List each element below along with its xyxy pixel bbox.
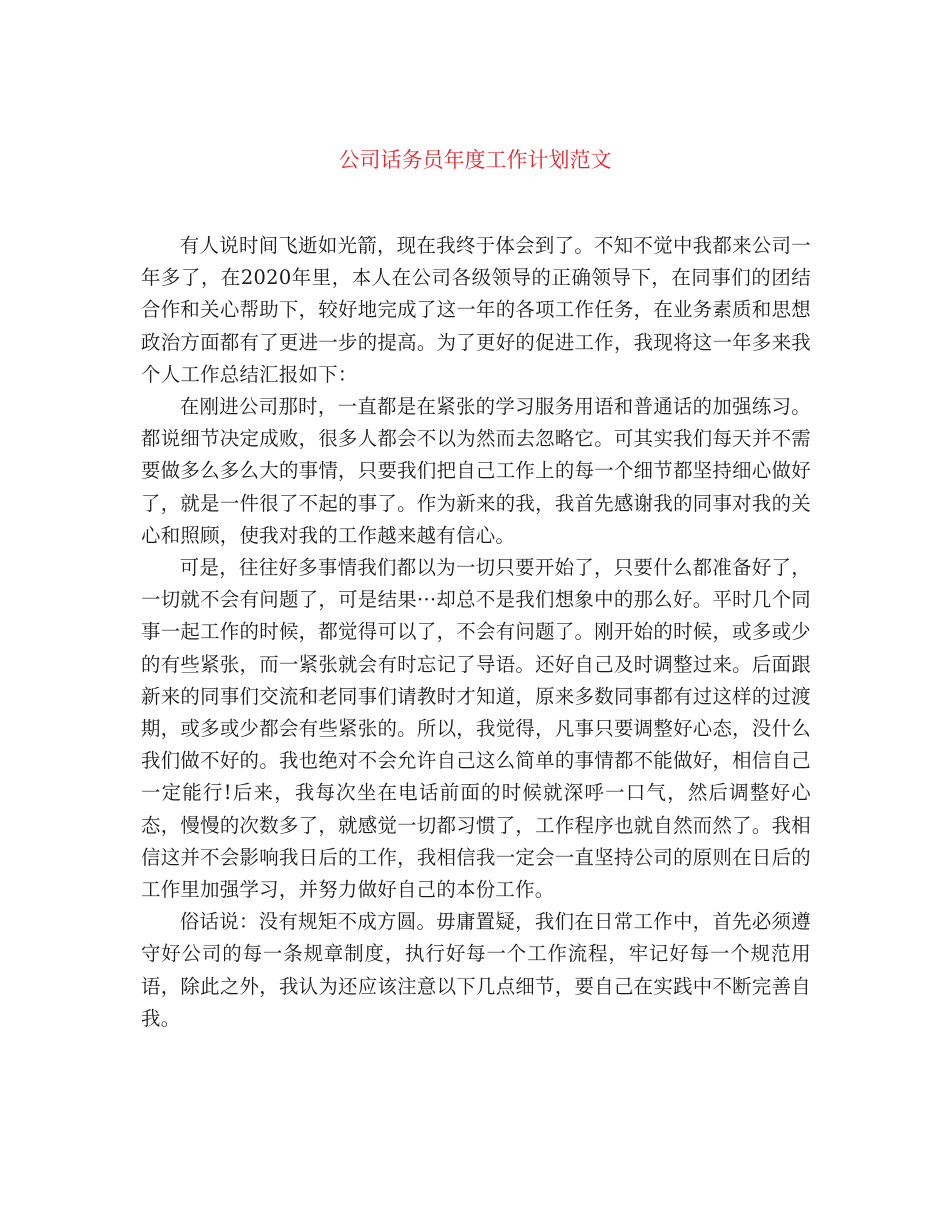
paragraph-2: 在刚进公司那时，一直都是在紧张的学习服务用语和普通话的加强练习。都说细节决定成败，很多人都会不以为然而去忽略它。可其实我们每天并不需要做多么多么大的事情，只要我们把自己工作上的每一个细节都坚持细心做好了，就是一件很了不起的事了。作为新来的我，我首先感谢我的同事对我的关心和照顾，使我对我的工作越来越有信心。 — [141, 395, 811, 547]
document-body — [141, 230, 811, 1035]
paragraph-3: 可是，往往好多事情我们都以为一切只要开始了，只要什么都准备好了，一切就不会有问题了，可是结果···却总不是我们想象中的那么好。平时几个同事一起工作的时候，都觉得可以了，不会有问题了。刚开始的时候，或多或少的有些紧张，而一紧张就会有时忘记了导语。还好自己及时调整过来。后面跟新来的同事们交流和老同事们请教时才知道，原来多数同事都有过这样的过渡期，或多或少都会有些紧张的。所以，我觉得，凡事只要调整好心态，没什么我们做不好的。我也绝对不会允许自己这么简单的事情都不能做好，相信自己一定能行!后来，我每次坐在电话前面的时候就深呼一口气，然后调整好心态，慢慢的次数多了，就感觉一切都习惯了，工作程序也就自然而然了。我相信这并不会影响我日后的工作，我相信我一定会一直坚持公司的原则在日后的工作里加强学习，并努力做好自己的本份工作。 — [141, 556, 811, 902]
paragraph-1: 有人说时间飞逝如光箭，现在我终于体会到了。不知不觉中我都来公司一年多了，在2020年里，本人在公司各级领导的正确领导下，在同事们的团结合作和关心帮助下，较好地完成了这一年的各项工作任务，在业务素质和思想政治方面都有了更进一步的提高。为了更好的促进工作，我现将这一年多来我个人工作总结汇报如下： — [141, 234, 811, 386]
paragraph-4: 俗话说：没有规矩不成方圆。毋庸置疑，我们在日常工作中，首先必须遵守好公司的每一条规章制度，执行好每一个工作流程，牢记好每一个规范用语，除此之外，我认为还应该注意以下几点细节，要自己在实践中不断完善自我。 — [141, 910, 811, 1030]
document-title: 公司话务员年度工作计划范文 — [338, 148, 612, 172]
